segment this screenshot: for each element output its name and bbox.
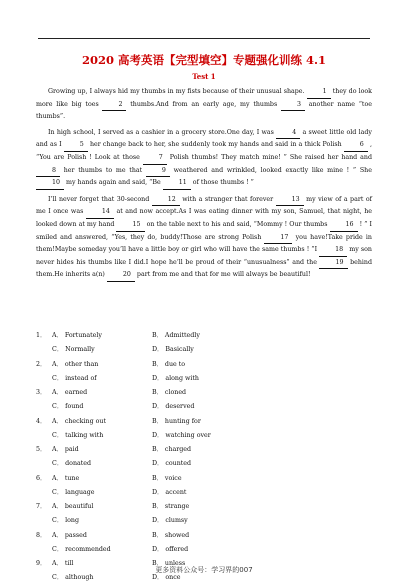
- passage-text: with a stranger that forever: [182, 195, 274, 203]
- question-number: 4．: [36, 417, 47, 425]
- cloze-blank: 20: [107, 269, 135, 282]
- option-b: B． Admittedly: [152, 332, 200, 339]
- cloze-blank: 8: [36, 165, 60, 178]
- question-number: 3．: [36, 389, 47, 396]
- option-c: C． language: [52, 488, 95, 496]
- cloze-blank: 9: [146, 165, 170, 178]
- option-b: B． unless: [152, 560, 186, 567]
- paragraph-3: [36, 194, 372, 282]
- passage-text: her change back to her, she suddenly took my hands and said in a thick Polish: [89, 141, 342, 149]
- cloze-blank: 2: [102, 99, 126, 112]
- cloze-blank: 6: [344, 139, 368, 152]
- cloze-blank: 5: [64, 139, 88, 152]
- option-a: A． checking out: [52, 417, 106, 425]
- passage-text: part from me and that for me will always be beautiful!: [136, 271, 311, 279]
- question-number: 2．: [36, 360, 47, 368]
- question-item: [36, 330, 376, 359]
- option-a: A． beautiful: [52, 503, 94, 510]
- passage-text: ! ” I smiled and answered, “Yes, they do, buddy!Those are strong Polish: [36, 220, 372, 241]
- passage-text: behind them.He inherits a(n): [36, 258, 372, 279]
- question-number: 7．: [36, 503, 47, 510]
- option-d: D． once: [152, 574, 181, 581]
- passage-text: they do look more like big toes: [36, 88, 372, 108]
- cloze-blank: 18: [319, 244, 347, 257]
- cloze-blank: 12: [152, 194, 180, 207]
- option-d: D． clumsy: [152, 517, 188, 524]
- option-b: B． strange: [152, 503, 190, 510]
- footer-note: 更多资料公众号：学习界的007: [155, 566, 253, 574]
- option-d: D． accent: [152, 488, 187, 496]
- cloze-blank: 13: [276, 194, 304, 207]
- cloze-blank: 19: [319, 257, 347, 270]
- option-a: A． other than: [52, 360, 99, 368]
- passage-text: my hands again and said, “Be: [66, 179, 161, 187]
- option-a: A． earned: [52, 389, 88, 396]
- option-d: D． Basically: [152, 346, 194, 353]
- cloze-blank: 15: [116, 219, 144, 232]
- option-b: B． due to: [152, 360, 186, 368]
- passage-text: at and now accept.As I was eating dinner with my son, Samuel, that night, he looked down at my hand: [36, 208, 372, 228]
- option-a: A． Fortunately: [52, 332, 102, 339]
- question-number: 8．: [36, 531, 47, 539]
- cloze-blank: 11: [163, 177, 191, 190]
- cloze-passage: [36, 86, 372, 286]
- paragraph-1: [36, 86, 372, 123]
- option-a: A． till: [52, 560, 74, 567]
- passage-text: , “You are Polish ! Look at those: [36, 141, 372, 161]
- option-c: C． talking with: [52, 431, 104, 439]
- option-c: C． found: [52, 403, 84, 410]
- passage-text: Polish thumbs! They match mine! ” She raised her hand and: [169, 153, 372, 161]
- question-item: [36, 387, 376, 416]
- option-d: D． along with: [152, 374, 199, 382]
- option-b: B． showed: [152, 531, 190, 539]
- option-c: C． recommended: [52, 545, 111, 553]
- paragraph-2: [36, 127, 372, 190]
- option-b: B． voice: [152, 474, 182, 482]
- passage-text: weathered and wrinkled, looked exactly like mine ! ” She: [173, 166, 372, 174]
- cloze-blank: 3: [281, 99, 305, 112]
- passage-text: my view of a part of me I once was: [36, 195, 372, 216]
- cloze-blank: 4: [276, 127, 300, 140]
- question-item: [36, 416, 376, 445]
- passage-text: my son never hides his thumbs like I did.I hope he’ll be proud of their “unusualness” and the: [36, 246, 372, 266]
- option-d: D． offered: [152, 545, 189, 553]
- passage-text: thumbs.And from an early age, my thumbs: [130, 100, 278, 108]
- question-item: [36, 359, 376, 388]
- cloze-blank: 7: [143, 152, 167, 165]
- option-a: A． paid: [52, 446, 79, 453]
- option-b: B． charged: [152, 446, 192, 453]
- question-number: 6．: [36, 474, 47, 482]
- option-a: A． tune: [52, 474, 80, 482]
- question-item: [36, 501, 376, 530]
- passage-text: In high school, I served as a cashier in a grocery store.One day, I was: [48, 128, 274, 136]
- option-c: C． instead of: [52, 374, 97, 382]
- passage-text: another name “toe thumbs”.: [36, 100, 372, 121]
- passage-text: a sweet little old lady and as I: [36, 128, 372, 149]
- option-b: B． cloned: [152, 389, 187, 396]
- cloze-blank: 14: [86, 206, 114, 219]
- header-rule: [38, 38, 370, 39]
- question-item: [36, 530, 376, 559]
- question-item: [36, 473, 376, 502]
- passage-text: on the table next to his and said, “Mommy ! Our thumbs: [146, 220, 328, 228]
- option-c: C． although: [52, 574, 94, 581]
- option-c: C． long: [52, 517, 80, 524]
- option-c: C． Normally: [52, 346, 95, 353]
- option-d: D． counted: [152, 460, 192, 467]
- option-d: D． deserved: [152, 403, 195, 410]
- cloze-blank: 17: [264, 232, 292, 245]
- option-a: A． passed: [52, 531, 87, 539]
- passage-text: of those thumbs ! ”: [192, 179, 254, 187]
- option-d: D． watching over: [152, 431, 211, 439]
- passage-text: her thumbs to me that: [63, 166, 143, 174]
- question-item: [36, 444, 376, 473]
- question-number: 9．: [36, 560, 47, 567]
- passage-text: I’ll never forget that 30-second: [48, 195, 150, 203]
- question-number: 1．: [36, 332, 47, 339]
- question-number: 5．: [36, 446, 47, 453]
- question-list: [36, 330, 376, 587]
- cloze-blank: 16: [330, 219, 358, 232]
- option-b: B． hunting for: [152, 417, 201, 425]
- passage-text: you have!Take pride in them!Maybe someday you’ll have a little boy or girl who will have the same thumbs ! ”I: [36, 233, 372, 254]
- cloze-blank: 1: [307, 86, 331, 99]
- page-title: 2020 高考英语【完型填空】专题强化训练 4.1: [81, 53, 327, 67]
- test-label: Test 1: [192, 72, 216, 81]
- cloze-blank: 10: [36, 177, 64, 190]
- option-c: C． donated: [52, 460, 92, 467]
- passage-text: Growing up, I always hid my thumbs in my fists because of their unusual shape.: [48, 88, 305, 95]
